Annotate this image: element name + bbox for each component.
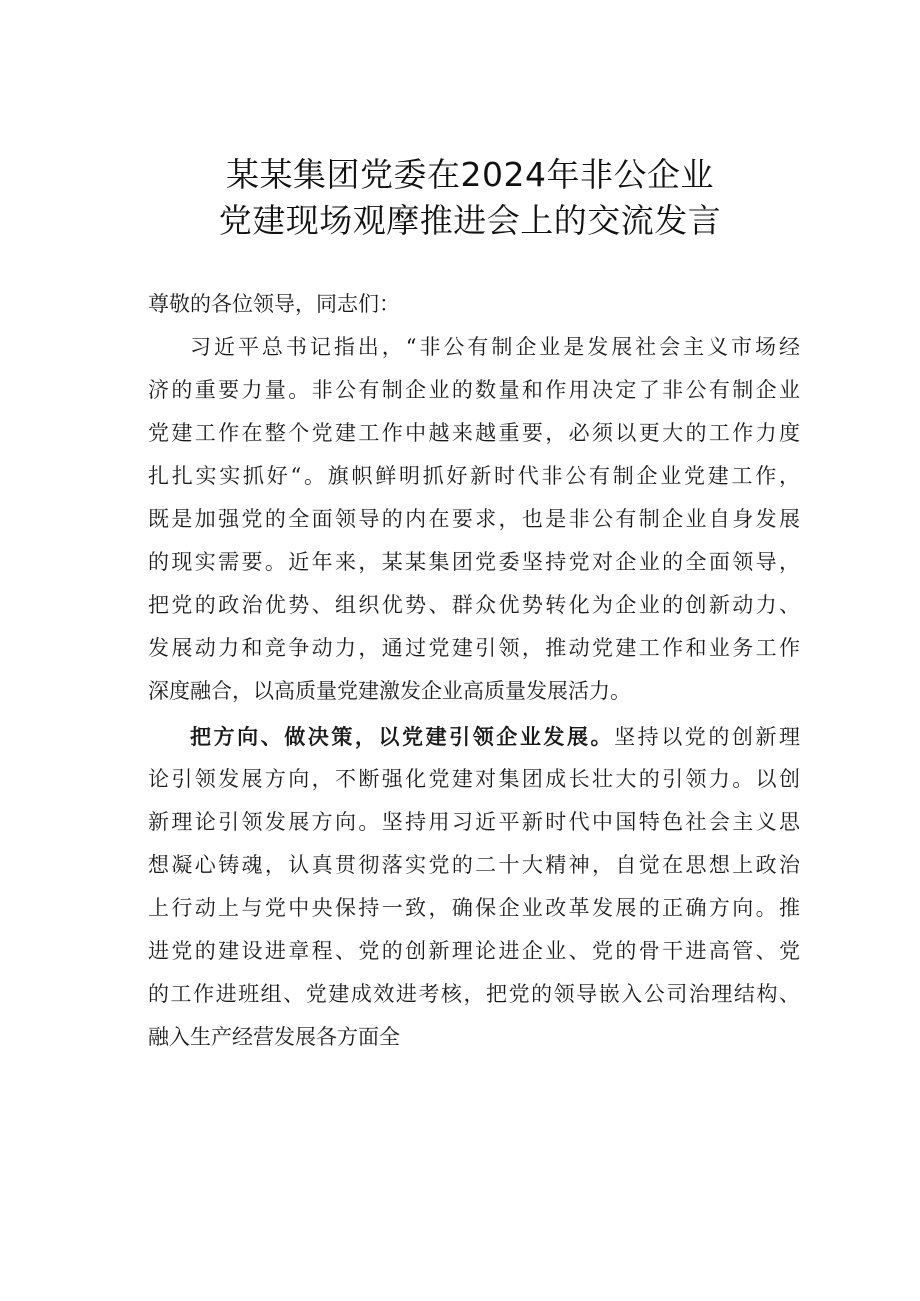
- paragraph-line: 进党的建设进章程、党的创新理论进企业、党的骨干进高管、党: [148, 939, 800, 963]
- paragraph-line: 济的重要力量。非公有制企业的数量和作用决定了非公有制企业: [148, 378, 800, 402]
- paragraph-line: 发展动力和竞争动力，通过党建引领，推动党建工作和业务工作: [148, 636, 800, 660]
- paragraph-line: 扎扎实实抓好“。旗帜鲜明抓好新时代非公有制企业党建工作，: [148, 464, 800, 488]
- paragraph-line: 融入生产经营发展各方面全: [148, 1025, 400, 1049]
- paragraph-line: 把党的政治优势、组织优势、群众优势转化为企业的创新动力、: [148, 593, 800, 617]
- paragraph-line: 习近平总书记指出，“非公有制企业是发展社会主义市场经: [190, 335, 800, 359]
- paragraph-line: 上行动上与党中央保持一致，确保企业改革发展的正确方向。推: [148, 896, 800, 920]
- document-body: [148, 283, 800, 1059]
- paragraph-2: [148, 715, 800, 1059]
- title-line-1: 某某集团党委在2024年非公企业: [226, 155, 714, 194]
- paragraph-line: 既是加强党的全面领导的内在要求，也是非公有制企业自身发展: [148, 507, 800, 531]
- paragraph-text: 坚持以党的创新理: [614, 725, 801, 749]
- paragraph-line: 论引领发展方向，不断强化党建对集团成长壮大的引领力。以创: [148, 767, 800, 791]
- paragraph-line: 新理论引领发展方向。坚持用习近平新时代中国特色社会主义思: [148, 810, 800, 834]
- salutation: 尊敬的各位领导，同志们：: [148, 292, 400, 316]
- section-heading: 把方向、做决策，以党建引领企业发展。: [190, 724, 615, 749]
- paragraph-1: [148, 326, 800, 713]
- paragraph-line: 的现实需要。近年来，某某集团党委坚持党对企业的全面领导，: [148, 550, 800, 574]
- paragraph-line: 想凝心铸魂，认真贯彻落实党的二十大精神，自觉在思想上政治: [148, 853, 800, 877]
- paragraph-line: 的工作进班组、党建成效进考核，把党的领导嵌入公司治理结构、: [148, 982, 800, 1006]
- paragraph-line: 深度融合，以高质量党建激发企业高质量发展活力。: [148, 679, 631, 703]
- title-line-2: 党建现场观摩推进会上的交流发言: [218, 201, 722, 240]
- paragraph-line: 党建工作在整个党建工作中越来越重要，必须以更大的工作力度: [148, 421, 800, 445]
- document-title: [120, 152, 820, 244]
- paragraph-line: [148, 715, 800, 758]
